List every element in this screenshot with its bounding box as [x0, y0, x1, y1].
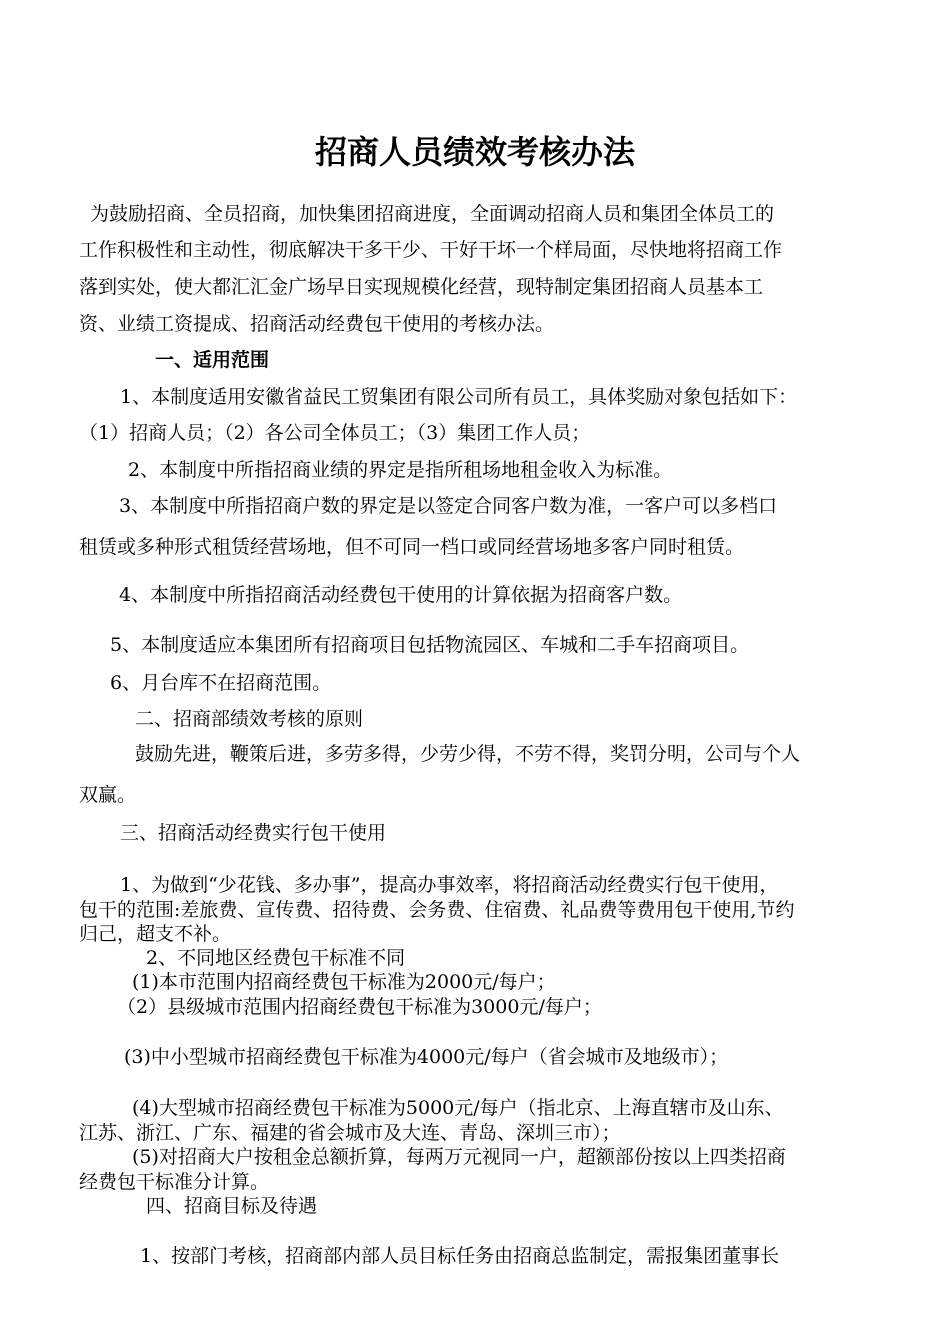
- paragraph-line: 2、本制度中所指招商业绩的界定是指所租场地租金收入为标准。: [128, 459, 673, 481]
- paragraph-line: (1)本市范围内招商经费包干标准为2000元/每户；: [132, 971, 556, 993]
- paragraph-line: （1）招商人员；（2）各公司全体员工；（3）集团工作人员；: [79, 422, 591, 444]
- paragraph-line: 落到实处，使大都汇汇金广场早日实现规模化经营，现特制定集团招商人员基本工: [79, 276, 764, 298]
- paragraph-line: 1、为做到“少花钱、多办事”，提高办事效率，将招商活动经费实行包干使用，: [120, 874, 779, 896]
- paragraph-line: 1、按部门考核，招商部内部人员目标任务由招商总监制定，需报集团董事长: [140, 1245, 780, 1267]
- paragraph-line: （2）县级城市范围内招商经费包干标准为3000元/每户；: [117, 996, 602, 1018]
- paragraph-line: 1、本制度适用安徽省益民工贸集团有限公司所有员工，具体奖励对象包括如下：: [120, 386, 798, 408]
- paragraph-line: 2、不同地区经费包干标准不同: [146, 947, 406, 969]
- paragraph-line: 经费包干标准分计算。: [79, 1171, 270, 1193]
- paragraph-line: 双赢。: [79, 784, 137, 806]
- paragraph-line: 工作积极性和主动性，彻底解决干多干少、干好干坏一个样局面，尽快地将招商工作: [79, 239, 783, 261]
- paragraph-line: (3)中小型城市招商经费包干标准为4000元/每户（省会城市及地级市）；: [124, 1046, 729, 1068]
- paragraph-line: 为鼓励招商、全员招商，加快集团招商进度，全面调动招商人员和集团全体员工的: [90, 203, 775, 225]
- paragraph-line: 江苏、浙江、广东、福建的省会城市及大连、青岛、深圳三市）；: [79, 1122, 621, 1144]
- section-heading: 一、适用范围: [155, 349, 270, 371]
- document-title: 招商人员绩效考核办法: [314, 133, 635, 171]
- section-heading: 二、招商部绩效考核的原则: [135, 708, 364, 730]
- paragraph-line: 包干的范围:差旅费、宣传费、招待费、会务费、住宿费、礼品费等费用包干使用,节约: [79, 899, 795, 921]
- paragraph-line: 5、本制度适应本集团所有招商项目包括物流园区、车城和二手车招商项目。: [110, 634, 750, 656]
- paragraph-line: 3、本制度中所指招商户数的界定是以签定合同客户数为准，一客户可以多档口: [119, 495, 778, 517]
- paragraph-line: 4、本制度中所指招商活动经费包干使用的计算依据为招商客户数。: [119, 584, 683, 606]
- paragraph-line: 6、月台库不在招商范围。: [110, 672, 332, 694]
- paragraph-line: 租赁或多种形式租赁经营场地，但不可同一档口或同经营场地多客户同时租赁。: [79, 536, 745, 558]
- section-heading: 三、招商活动经费实行包干使用: [120, 822, 387, 844]
- paragraph-line: 归己，超支不补。: [79, 923, 232, 945]
- paragraph-line: (4)大型城市招商经费包干标准为5000元/每户（指北京、上海直辖市及山东、: [132, 1097, 784, 1119]
- paragraph-line: 资、业绩工资提成、招商活动经费包干使用的考核办法。: [79, 313, 555, 335]
- section-heading: 四、招商目标及待遇: [146, 1195, 318, 1217]
- paragraph-line: 鼓励先进，鞭策后进，多劳多得，少劳少得，不劳不得，奖罚分明，公司与个人: [135, 743, 801, 765]
- paragraph-line: (5)对招商大户按租金总额折算，每两万元视同一户，超额部份按以上四类招商: [132, 1146, 786, 1168]
